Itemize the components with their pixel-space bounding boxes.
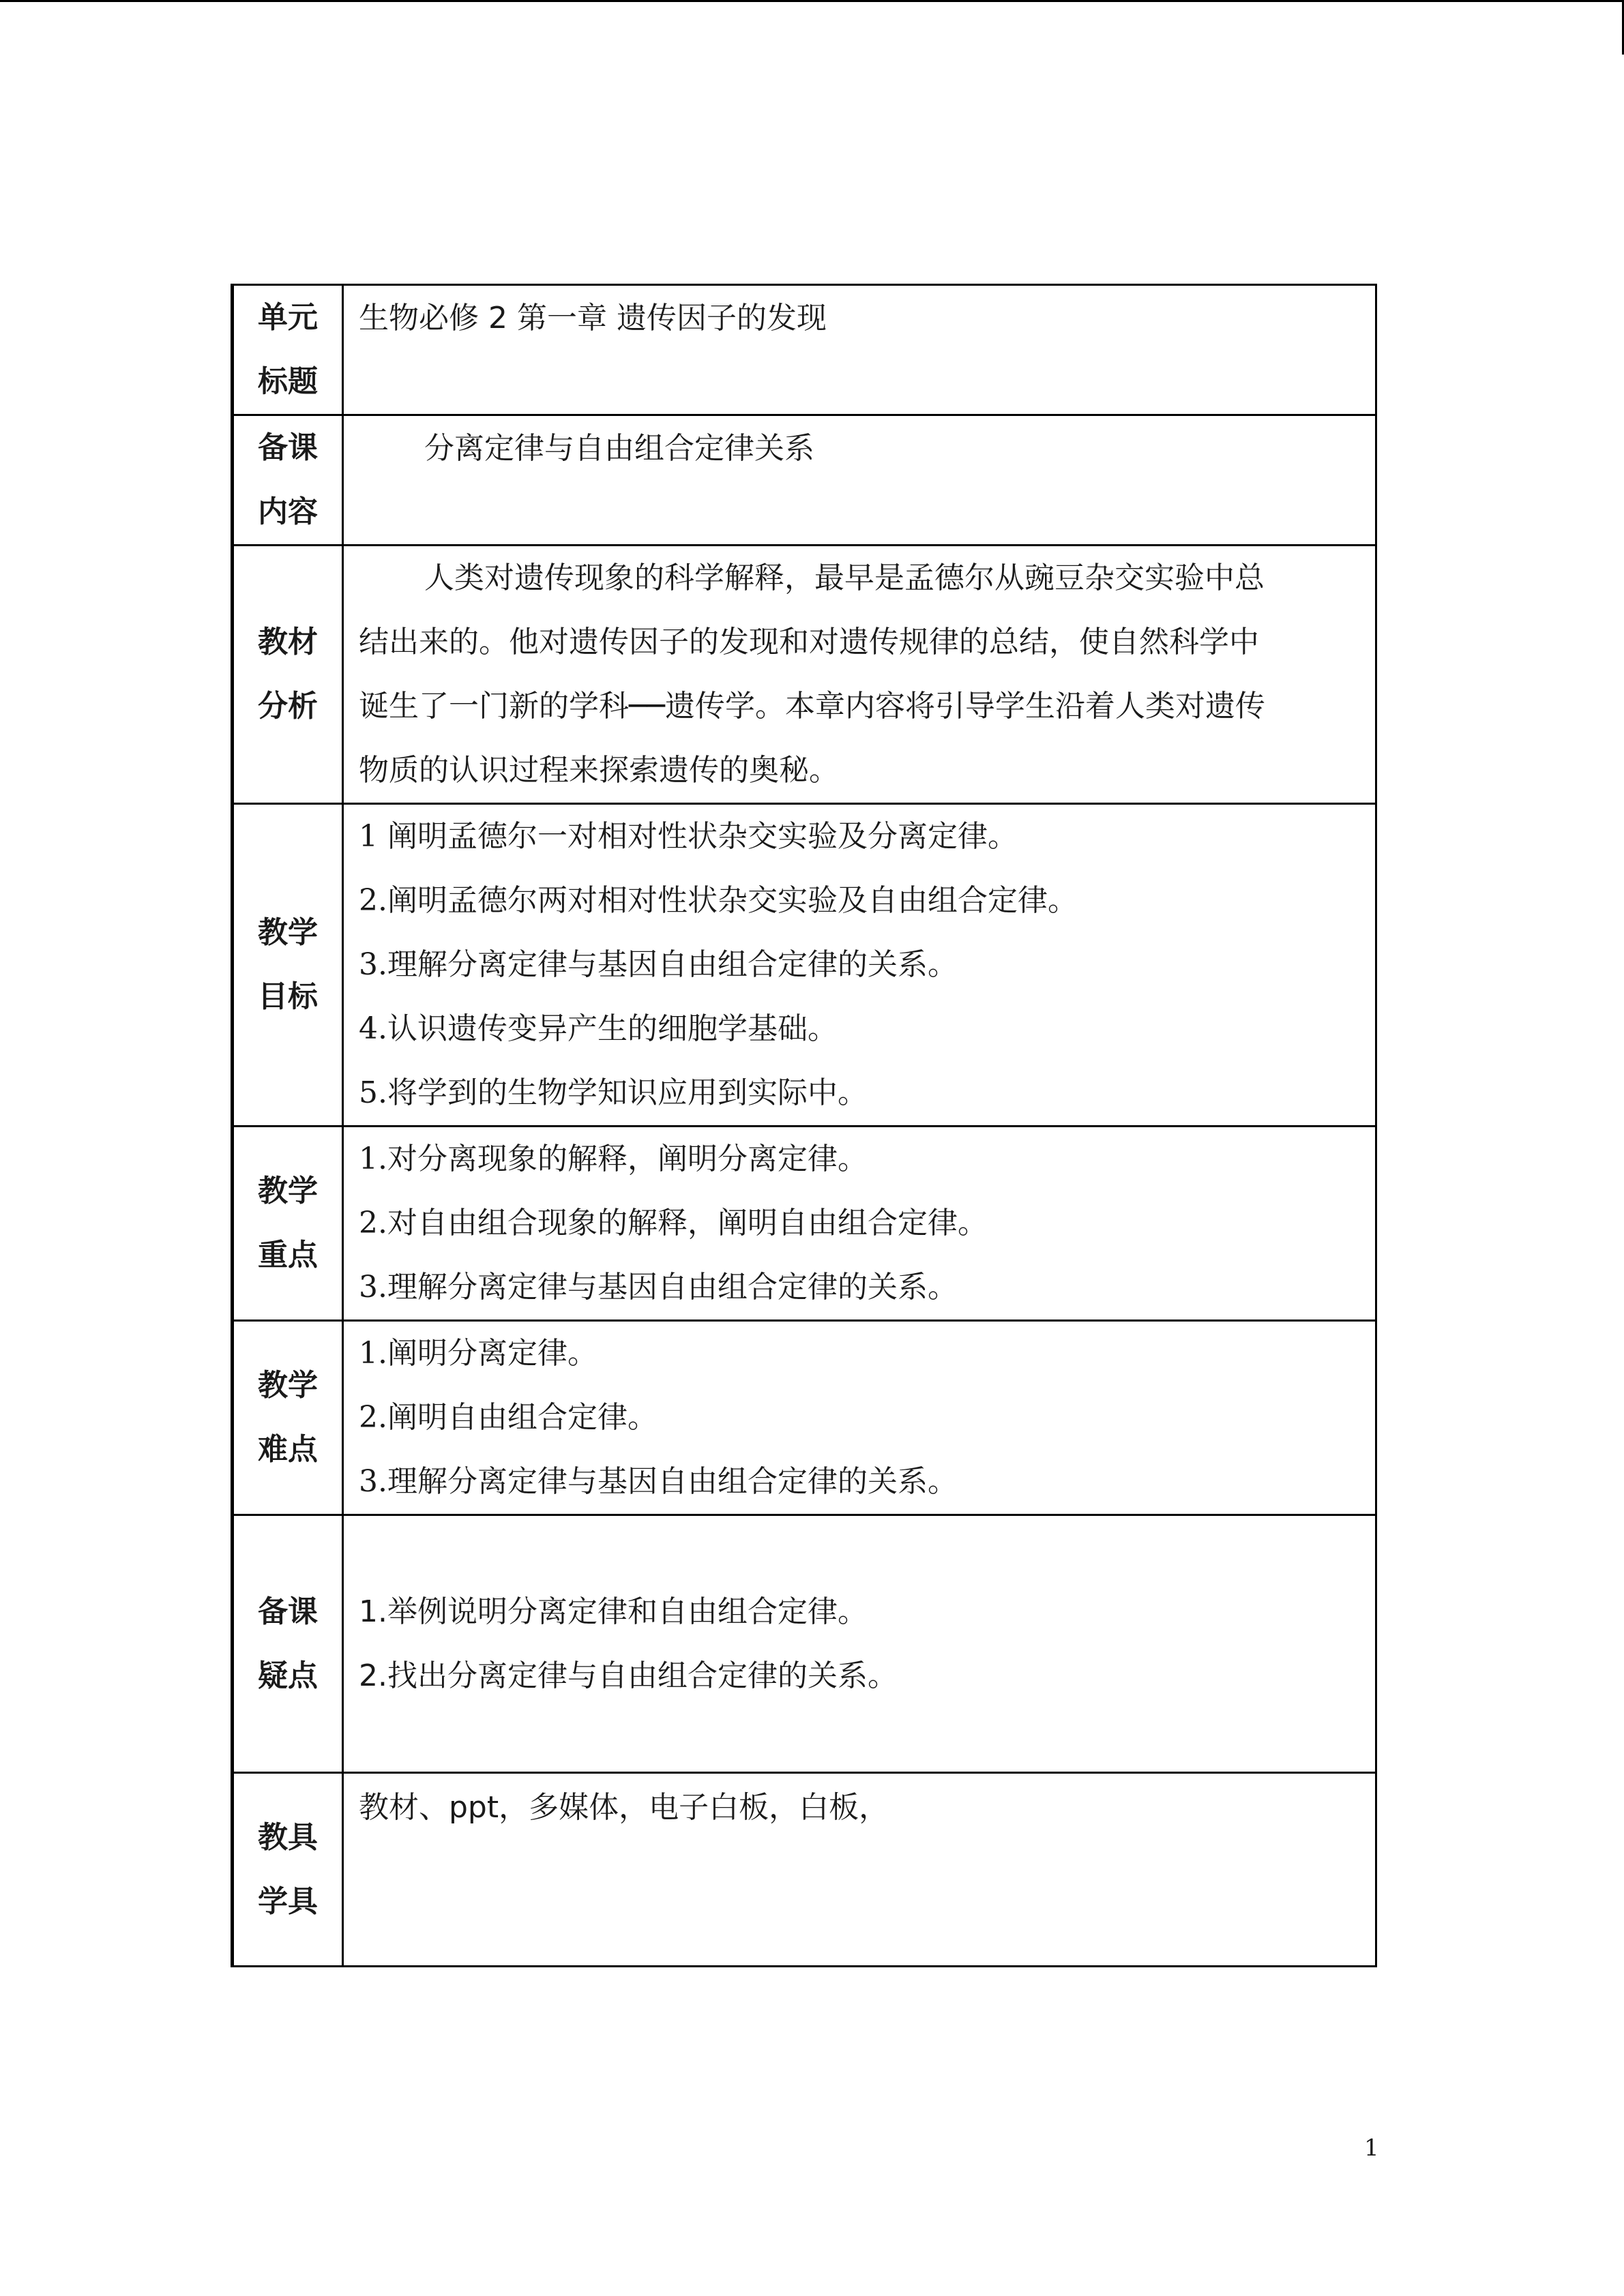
label-line: 内容 <box>258 494 318 529</box>
content-line: 物质的认识过程来探索遗传的奥秘。 <box>359 753 839 788</box>
label-line: 教材 <box>258 625 318 659</box>
label-line: 备课 <box>258 430 318 465</box>
content-line: 5.将学到的生物学知识应用到实际中。 <box>359 1075 868 1110</box>
content-line: 1 阐明孟德尔一对相对性状杂交实验及分离定律。 <box>359 819 1018 854</box>
label-line: 教学 <box>258 1174 318 1208</box>
lesson-plan-table <box>231 284 1377 1967</box>
content-line: 1.对分离现象的解释，阐明分离定律。 <box>359 1142 868 1176</box>
content-line: 4.认识遗传变异产生的细胞学基础。 <box>359 1011 838 1046</box>
label-teaching-goals <box>233 804 343 1127</box>
content-material-analysis <box>343 546 1376 804</box>
content-line: 分离定律与自由组合定律关系 <box>424 431 814 466</box>
content-line: 3.理解分离定律与基因自由组合定律的关系。 <box>359 1270 958 1304</box>
label-line: 学具 <box>258 1883 318 1919</box>
content-line: 教材、ppt，多媒体，电子白板，白板， <box>359 1790 889 1825</box>
table-row-difficult-points <box>233 1321 1376 1515</box>
label-line: 重点 <box>258 1238 318 1272</box>
label-line: 教学 <box>258 915 318 950</box>
content-line: 2.阐明自由组合定律。 <box>359 1400 658 1435</box>
content-line: 1.举例说明分离定律和自由组合定律。 <box>359 1594 868 1629</box>
label-line: 难点 <box>258 1432 318 1467</box>
label-unit-title <box>233 285 343 415</box>
content-difficult-points <box>343 1321 1376 1515</box>
label-line: 分析 <box>258 689 318 724</box>
content-line: 2.阐明孟德尔两对相对性状杂交实验及自由组合定律。 <box>359 883 1078 918</box>
content-teaching-aids <box>343 1773 1376 1967</box>
content-doubt-points <box>343 1515 1376 1773</box>
content-line: 结出来的。他对遗传因子的发现和对遗传规律的总结，使自然科学中 <box>359 625 1259 659</box>
label-lesson-content <box>233 415 343 546</box>
content-line: 1.阐明分离定律。 <box>359 1336 597 1371</box>
label-line: 教具 <box>258 1819 318 1855</box>
table-row-unit-title <box>233 285 1376 415</box>
table-row-doubt-points <box>233 1515 1376 1773</box>
content-line: 2.对自由组合现象的解释，阐明自由组合定律。 <box>359 1206 988 1240</box>
label-teaching-aids <box>233 1773 343 1967</box>
label-line: 单元 <box>258 300 318 335</box>
content-key-points <box>343 1127 1376 1321</box>
page-top-rule <box>0 0 1624 2</box>
table-row-key-points <box>233 1127 1376 1321</box>
label-line: 教学 <box>258 1368 318 1403</box>
content-lesson-content <box>343 415 1376 546</box>
content-unit-title <box>343 285 1376 415</box>
table-row-teaching-aids <box>233 1773 1376 1967</box>
label-line: 目标 <box>258 979 318 1014</box>
content-line: 人类对遗传现象的科学解释，最早是孟德尔从豌豆杂交实验中总 <box>424 561 1265 595</box>
content-line: 生物必修 2 第一章 遗传因子的发现 <box>359 301 827 336</box>
label-line: 标题 <box>258 364 318 399</box>
table-row-teaching-goals <box>233 804 1376 1127</box>
content-line: 2.找出分离定律与自由组合定律的关系。 <box>359 1658 898 1693</box>
label-line: 疑点 <box>258 1658 318 1693</box>
table-row-lesson-content <box>233 415 1376 546</box>
content-line: 诞生了一门新的学科──遗传学。本章内容将引导学生沿着人类对遗传 <box>359 689 1265 724</box>
page-number: 1 <box>1364 2134 1379 2162</box>
content-teaching-goals <box>343 804 1376 1127</box>
label-difficult-points <box>233 1321 343 1515</box>
table-row-material-analysis <box>233 546 1376 804</box>
content-line: 3.理解分离定律与基因自由组合定律的关系。 <box>359 947 958 982</box>
label-key-points <box>233 1127 343 1321</box>
label-line: 备课 <box>258 1594 318 1629</box>
label-doubt-points <box>233 1515 343 1773</box>
label-material-analysis <box>233 546 343 804</box>
content-line: 3.理解分离定律与基因自由组合定律的关系。 <box>359 1464 958 1499</box>
